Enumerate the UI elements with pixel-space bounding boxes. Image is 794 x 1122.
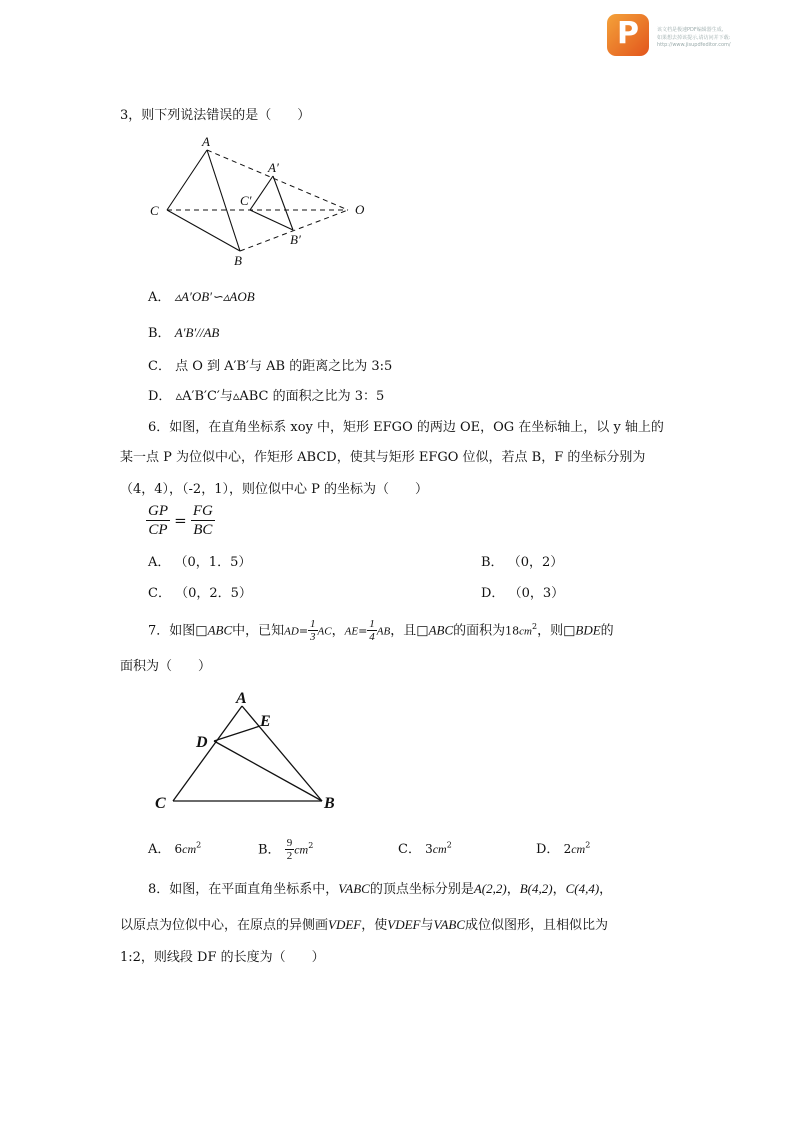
watermark-line-3: http://www.jisupdfeditor.com/ (657, 42, 731, 48)
q7-ae: AE (344, 625, 359, 638)
q7-option-b-letter: B． (258, 842, 281, 858)
q5-option-b (148, 322, 219, 341)
q7-part-4: ，且 (390, 623, 417, 639)
q6-formula-left-num: GP (148, 503, 168, 519)
q8-line-2 (120, 914, 608, 933)
q8-line2-c: 与 (420, 918, 434, 933)
q6-formula (146, 502, 215, 539)
q5-option-b-letter: B． (148, 326, 171, 341)
q5-label-O: O (355, 202, 365, 217)
q5-option-a (148, 286, 255, 305)
q6-formula-right-den: BC (193, 522, 213, 538)
q7-sup: 2 (531, 622, 538, 631)
q8-point-b: B(4,2) (519, 881, 553, 896)
q6-option-a (148, 551, 251, 570)
q7-part-6: 的面积为 (453, 623, 506, 639)
q7-label-E: E (260, 713, 271, 730)
q7-frac1-den: 3 (310, 631, 316, 644)
q6-option-a-letter: A． (148, 555, 171, 570)
q6-option-d-letter: D． (481, 586, 505, 601)
q7-option-d-value: 2 (563, 842, 572, 856)
q7-part-8: BDE (575, 622, 601, 638)
q7-line-1 (148, 612, 614, 646)
q6-formula-left-den: CP (148, 522, 168, 538)
q7-option-a-unit: cm (182, 842, 197, 856)
q7-eq-2: = (358, 624, 368, 638)
q7-frac1-num: 1 (310, 618, 316, 631)
q5-label-A-prime: A′ (268, 160, 279, 175)
q8-line3-b: ，则线段 DF 的长度为（ ） (140, 950, 325, 965)
q8-tri-abc: VABC (338, 881, 370, 896)
q7-box-1: □ (195, 623, 208, 639)
q8-line2-a: 以原点为位似中心，在原点的异侧画 (120, 918, 329, 933)
q7-part-9: 的 (600, 623, 614, 639)
q8-sep-1: ， (506, 882, 520, 897)
q6-option-b-text: （0，2） (507, 555, 564, 570)
q7-option-a-letter: A． (148, 842, 171, 857)
q5-option-a-letter: A． (148, 290, 171, 305)
q8-sep-2: ， (552, 882, 566, 897)
q5-label-B-prime: B′ (290, 232, 301, 247)
q7-part-2: ABC (207, 622, 233, 638)
q7-option-d-letter: D． (536, 842, 560, 857)
q7-option-d-unit: cm (571, 842, 586, 856)
q8-line-1 (148, 878, 612, 897)
q5-option-d-text: ▵A′B′C′与▵ABC 的面积之比为 3：5 (175, 389, 385, 404)
q7-label-D: D (196, 734, 208, 751)
q5-label-A: A (202, 134, 210, 149)
q6-formula-right-num: FG (192, 503, 213, 519)
q5-option-c-letter: C． (148, 359, 171, 374)
q7-part-1: 7．如图 (148, 623, 196, 639)
q7-part-3: 中，已知 (232, 623, 285, 639)
q8-point-c: C(4,4) (565, 881, 600, 896)
q8-tri-abc-2: VABC (433, 917, 466, 932)
q6-option-c (148, 582, 252, 601)
q7-option-b-den: 2 (286, 850, 293, 863)
q5-option-d-letter: D． (148, 389, 172, 404)
q7-ad: AD (284, 625, 299, 638)
q5-stem: 3，则下列说法错误的是（ ） (120, 108, 311, 123)
q7-option-b-num: 9 (286, 837, 293, 850)
q7-option-c-letter: C． (398, 842, 421, 857)
q6-option-b-letter: B． (481, 555, 504, 570)
q7-frac2-den: 4 (369, 631, 375, 644)
q8-tri-def-2: VDEF (387, 917, 421, 932)
q6-line-3: （4，4），（-2，1），则位似中心 P 的坐标为（ ） (120, 482, 428, 497)
q6-option-b (481, 551, 563, 570)
q7-option-a (148, 838, 201, 857)
q8-line2-d: 成位似图形，且相似比为 (465, 918, 609, 933)
q7-option-b-fraction (285, 837, 295, 862)
q7-frac2-num: 1 (369, 618, 375, 631)
q7-area: 18 (505, 624, 520, 638)
q5-option-a-text: ▵A′OB′∽▵AOB (174, 289, 255, 304)
q5-label-B: B (234, 253, 242, 268)
q6-line-2: 某一点 P 为位似中心，作矩形 ABCD，使其与矩形 EFGO 位似，若点 B，F 的坐标分别为 (120, 450, 646, 465)
q6-line-1: 6．如图，在直角坐标系 xoy 中，矩形 EFGO 的两边 OE，OG 在坐标轴上，以 y 轴上的 (148, 420, 664, 435)
watermark-line-2: 如果想去掉该提示,请访问并下载: (657, 35, 731, 41)
q5-option-c (148, 355, 392, 374)
q7-option-c-value: 3 (425, 842, 433, 856)
q8-ratio: 1:2 (120, 950, 141, 965)
q8-tri-def: VDEF (328, 917, 362, 932)
q6-option-c-text: （0，2．5） (175, 586, 252, 601)
q7-figure-triangle (150, 688, 350, 813)
q7-label-A: A (236, 690, 247, 707)
q5-option-d (148, 385, 384, 404)
pdf-editor-logo (607, 14, 649, 56)
q7-label-B: B (324, 795, 335, 812)
q7-unit: cm (519, 625, 532, 638)
q7-option-b-sup: 2 (308, 841, 314, 850)
q7-option-c-unit: cm (432, 842, 447, 856)
q7-ac: AC (317, 625, 332, 638)
q8-line2-b: ，使 (361, 918, 388, 933)
q7-option-a-value: 6 (174, 842, 183, 856)
q5-figure-homothety (148, 134, 378, 274)
q6-option-c-letter: C． (148, 586, 171, 601)
q6-option-d-text: （0，3） (508, 586, 565, 601)
q7-option-d-sup: 2 (585, 840, 591, 850)
q5-option-b-text: A′B′//AB (174, 325, 220, 340)
logo-letter: P (617, 16, 639, 51)
q5-label-C: C (150, 203, 159, 218)
q8-line-3 (120, 946, 325, 965)
q7-label-C: C (155, 795, 166, 812)
watermark-line-1: 该文档是极速PDF编辑器生成, (657, 27, 724, 33)
q7-option-c-sup: 2 (446, 840, 452, 850)
q7-eq: = (298, 624, 309, 638)
q7-option-d (536, 838, 590, 857)
q6-formula-left (146, 502, 170, 539)
q7-line-2: 面积为（ ） (120, 659, 212, 674)
q7-box-2: □ (416, 623, 429, 639)
q7-box-3: □ (563, 623, 576, 639)
q7-part-7: ，则 (537, 623, 564, 639)
q8-sep-3: ， (599, 882, 613, 897)
q7-fraction-1-4 (367, 618, 377, 643)
q7-ab: AB (376, 625, 391, 638)
q7-option-b-unit: cm (294, 842, 309, 857)
q6-option-d (481, 582, 564, 601)
q6-formula-right (191, 502, 215, 539)
q5-label-C-prime: C′ (240, 193, 252, 208)
q7-option-a-sup: 2 (196, 840, 202, 850)
q7-option-c (398, 838, 452, 857)
q8-line1-b: 的顶点坐标分别是 (369, 882, 474, 897)
q7-fraction-1-3 (308, 618, 318, 643)
q8-point-a: A(2,2) (473, 881, 507, 896)
q7-option-b (258, 828, 313, 868)
q5-option-c-text: 点 O 到 A′B′与 AB 的距离之比为 3:5 (175, 359, 393, 374)
q7-comma: ， (331, 623, 345, 639)
q8-line1-a: 8．如图，在平面直角坐标系中， (148, 882, 339, 897)
q6-option-a-text: （0，1．5） (174, 555, 252, 570)
q6-formula-eq: = (174, 511, 187, 530)
q7-part-5: ABC (428, 622, 454, 638)
